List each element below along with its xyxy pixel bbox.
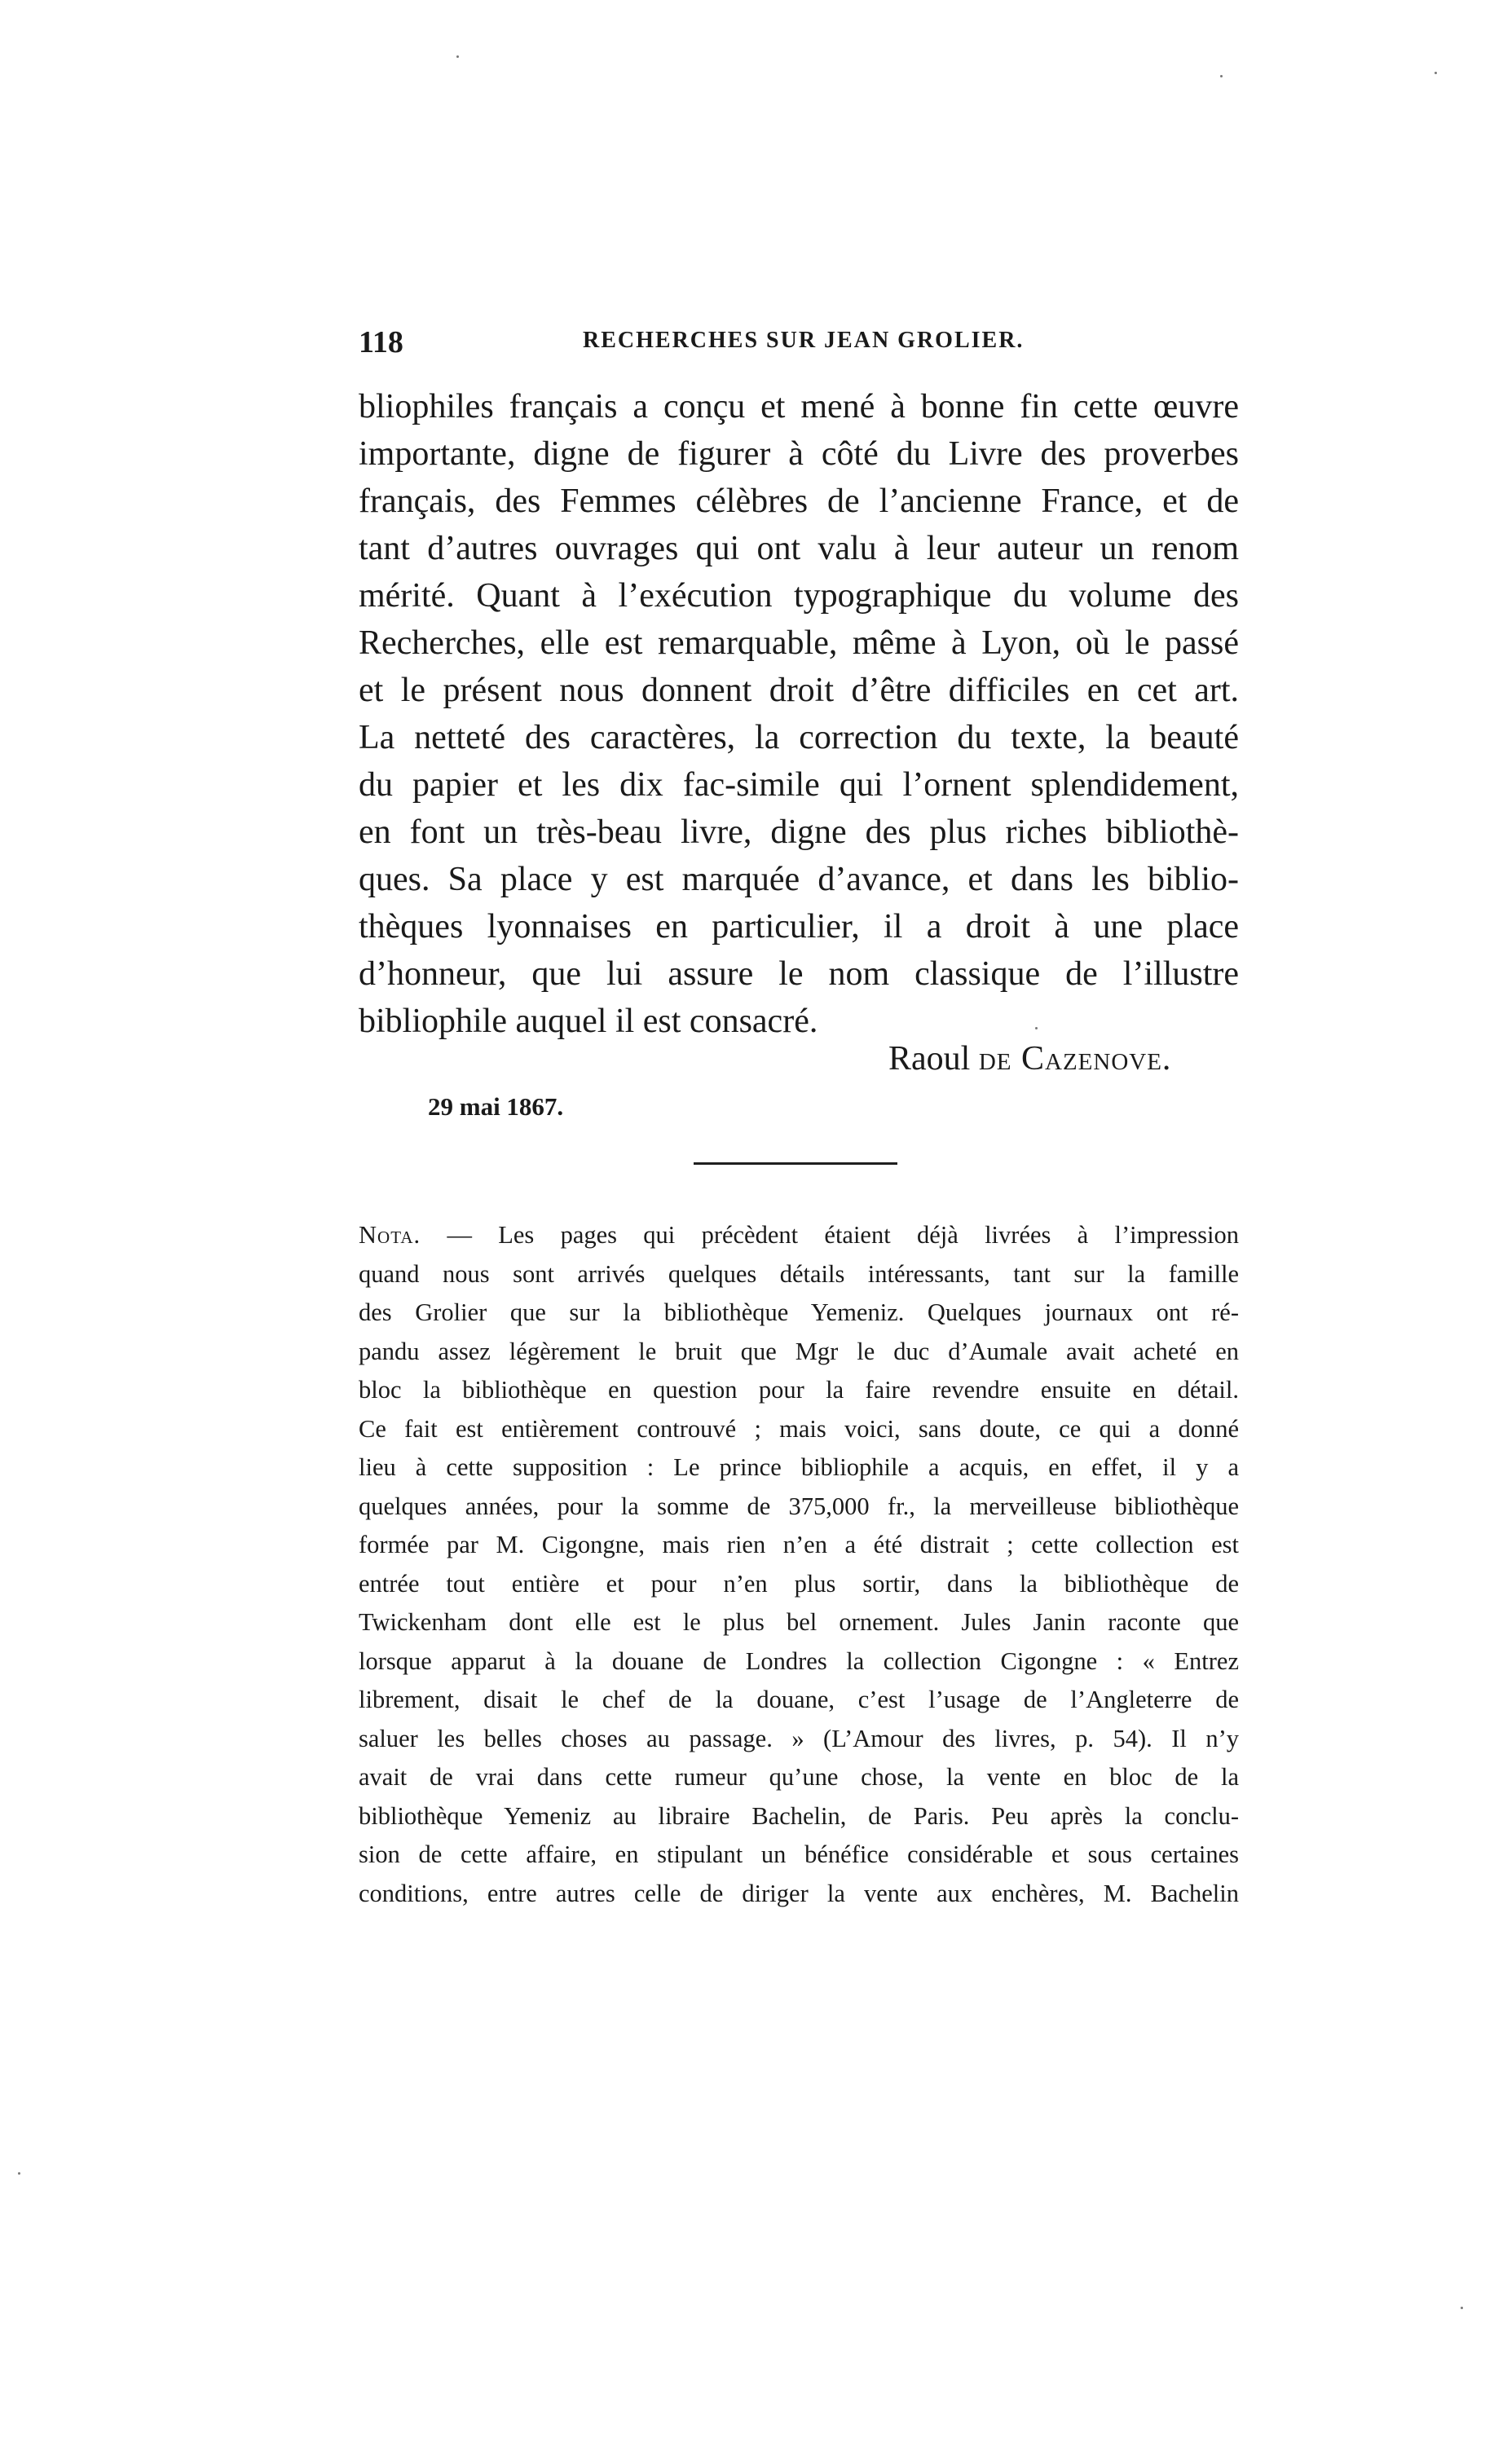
note-line-text: — Les pages qui précèdent étaient déjà livrées à l’impression — [447, 1221, 1239, 1249]
signature-surname: de Cazenove. — [978, 1040, 1172, 1078]
note-line: entrée tout entière et pour n’en plus sortir, dans la bibliothèque de — [359, 1569, 1239, 1598]
text-line: La netteté des caractères, la correction du texte, la beauté — [359, 719, 1239, 756]
text-line: mérité. Quant à l’exécution typographique du volume des — [359, 577, 1239, 615]
paper-speck — [1220, 75, 1223, 77]
note-line: quelques années, pour la somme de 375,000 fr., la merveilleuse bibliothèque — [359, 1492, 1239, 1520]
note-line: avait de vrai dans cette rumeur qu’une chose, la vente en bloc de la — [359, 1763, 1239, 1791]
paper-speck — [1435, 72, 1437, 74]
footnote-block — [359, 1216, 1239, 1913]
text-line: français, des Femmes célèbres de l’ancienne France, et de — [359, 483, 1239, 520]
paper-speck — [456, 55, 459, 58]
text-line: du papier et les dix fac-simile qui l’ornent splendidement, — [359, 766, 1239, 804]
note-line: des Grolier que sur la bibliothèque Yemeniz. Quelques journaux ont ré- — [359, 1298, 1239, 1326]
text-line: en font un très-beau livre, digne des plus riches bibliothè- — [359, 813, 1239, 851]
note-line: bibliothèque Yemeniz au libraire Bachelin, de Paris. Peu après la conclu- — [359, 1801, 1239, 1830]
paper-speck — [1035, 1027, 1038, 1029]
note-line: bloc la bibliothèque en question pour la faire revendre ensuite en détail. — [359, 1376, 1239, 1404]
note-line: librement, disait le chef de la douane, c’est l’usage de l’Angleterre de — [359, 1686, 1239, 1713]
note-line: quand nous sont arrivés quelques détails intéressants, tant sur la famille — [359, 1259, 1239, 1288]
note-line: saluer les belles choses au passage. » (L’Amour des livres, p. 54). Il n’y — [359, 1724, 1239, 1752]
paper-speck — [1461, 2307, 1463, 2309]
main-text-block — [359, 383, 1239, 1045]
text-line: tant d’autres ouvrages qui ont valu à leur auteur un renom — [359, 530, 1239, 567]
text-line: ques. Sa place y est marquée d’avance, et dans les biblio- — [359, 861, 1239, 898]
note-line: sion de cette affaire, en stipulant un bénéfice considérable et sous certaines — [359, 1840, 1239, 1868]
signature-first-name: Raoul — [888, 1040, 971, 1078]
paper-speck — [18, 2172, 20, 2175]
running-title: RECHERCHES SUR JEAN GROLIER. — [583, 328, 1025, 353]
note-line: Twickenham dont elle est le plus bel ornement. Jules Janin raconte que — [359, 1608, 1239, 1636]
note-line: formée par M. Cigongne, mais rien n’en a été distrait ; cette collection est — [359, 1531, 1239, 1558]
dateline: 29 mai 1867. — [428, 1092, 564, 1121]
note-label: Nota. — [359, 1221, 421, 1249]
author-signature — [888, 1039, 1171, 1078]
text-line: thèques lyonnaises en particulier, il a droit à une place — [359, 908, 1239, 945]
section-divider — [694, 1162, 897, 1165]
note-line: Ce fait est entièrement controuvé ; mais voici, sans doute, ce qui a donné — [359, 1414, 1239, 1443]
text-line: importante, digne de figurer à côté du Livre des proverbes — [359, 435, 1239, 473]
text-line: d’honneur, que lui assure le nom classique de l’illustre — [359, 955, 1239, 993]
note-line: pandu assez légèrement le bruit que Mgr le duc d’Aumale avait acheté en — [359, 1337, 1239, 1365]
note-line: conditions, entre autres celle de diriger la vente aux enchères, M. Bachelin — [359, 1879, 1239, 1907]
note-line — [359, 1216, 1239, 1255]
note-line: lieu à cette supposition : Le prince bibliophile a acquis, en effet, il y a — [359, 1453, 1239, 1481]
page-number: 118 — [359, 325, 403, 359]
text-line: et le présent nous donnent droit d’être difficiles en cet art. — [359, 672, 1239, 709]
text-line: bibliophile auquel il est consacré. — [359, 1003, 818, 1040]
text-line: Recherches, elle est remarquable, même à Lyon, où le passé — [359, 624, 1239, 662]
running-head — [359, 324, 1239, 365]
note-line: lorsque apparut à la douane de Londres la collection Cigongne : « Entrez — [359, 1646, 1239, 1675]
text-line: bliophiles français a conçu et mené à bonne fin cette œuvre — [359, 388, 1239, 425]
